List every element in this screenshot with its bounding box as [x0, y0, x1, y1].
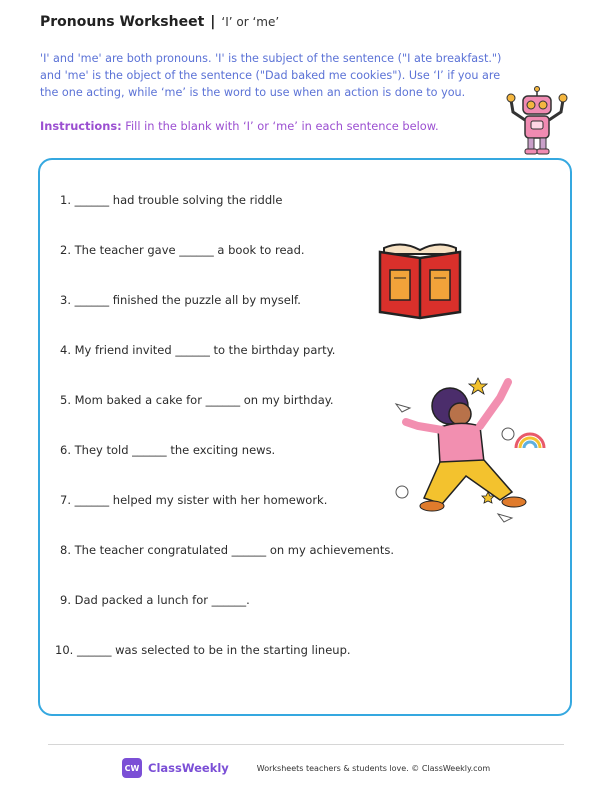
footer-divider: [48, 744, 564, 745]
worksheet-title: Pronouns Worksheet: [40, 14, 205, 30]
brand-name: ClassWeekly: [148, 761, 229, 775]
dancing-child-icon: [388, 364, 548, 524]
instructions-text: Fill in the blank with ‘I’ or ‘me’ in each sentence below.: [121, 119, 439, 133]
classweekly-logo-icon: CW: [122, 758, 142, 778]
question-3: 3. ______ finished the puzzle all by myself.: [60, 293, 301, 307]
page-header: [40, 14, 580, 38]
title-separator: |: [210, 14, 216, 30]
book-icon: [376, 234, 464, 320]
robot-icon: [505, 86, 569, 158]
footer-tagline: Worksheets teachers & students love. © ClassWeekly.com: [256, 763, 491, 773]
question-1: 1. ______ had trouble solving the riddle: [60, 193, 283, 207]
instructions: [40, 119, 500, 133]
question-4: 4. My friend invited ______ to the birthday party.: [60, 343, 336, 357]
question-10: 10. ______ was selected to be in the starting lineup.: [55, 643, 351, 657]
instructions-label: Instructions:: [40, 119, 122, 133]
question-8: 8. The teacher congratulated ______ on my achievements.: [60, 543, 395, 557]
worksheet-subtitle: ‘I’ or ‘me’: [221, 15, 280, 29]
question-5: 5. Mom baked a cake for ______ on my birthday.: [60, 393, 334, 407]
question-6: 6. They told ______ the exciting news.: [60, 443, 276, 457]
intro-paragraph: 'I' and 'me' are both pronouns. 'I' is the subject of the sentence ("I ate breakfast.") and 'me' is the object of the sentence ("Dad baked me cookies"). Use ‘I’ if you are the one acting, while ‘me’ is the word to use when an action is done to you.: [40, 52, 502, 99]
question-2: 2. The teacher gave ______ a book to read.: [60, 243, 305, 257]
question-9: 9. Dad packed a lunch for ______.: [60, 593, 250, 607]
page-footer: [122, 757, 490, 779]
question-7: 7. ______ helped my sister with her homework.: [60, 493, 328, 507]
